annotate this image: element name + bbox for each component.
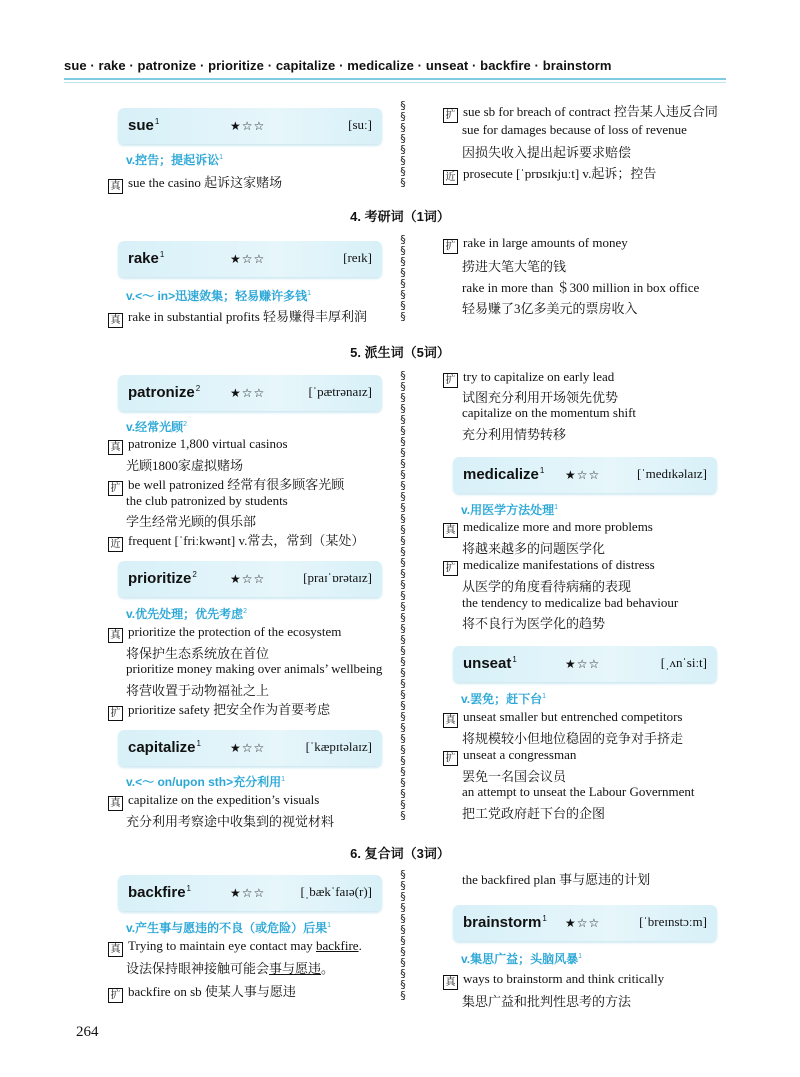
translation: 设法保持眼神接触可能会事与愿违。 bbox=[126, 961, 335, 976]
kuo-tag: 扩 bbox=[443, 561, 458, 576]
zhen-tag: 真 bbox=[443, 523, 458, 538]
translation: 将不良行为医学化的趋势 bbox=[462, 616, 606, 631]
translation: 捞进大笔大笔的钱 bbox=[462, 259, 567, 274]
phonetic: [ˌʌnˈsiːt] bbox=[660, 655, 707, 670]
entry-box-patronize bbox=[118, 375, 382, 411]
translation: 将保护生态系统放在首位 bbox=[126, 646, 270, 661]
kuo-tag: 扩 bbox=[108, 481, 123, 496]
headword: patronize$^2$ bbox=[128, 384, 201, 401]
example: 真 rake in substantial profits 轻易赚得丰厚利润 bbox=[108, 306, 367, 328]
definition: v.集思广益；头脑风暴$^1$ bbox=[461, 952, 583, 966]
translation: 充分利用考察途中收集到的视觉材料 bbox=[126, 814, 335, 829]
difficulty-stars: ★☆☆ bbox=[565, 468, 601, 482]
section-heading: 4. 考研词（1词） bbox=[350, 209, 450, 224]
column-separator: § § § § § § § § bbox=[400, 234, 406, 323]
translation: 轻易赚了3亿多美元的票房收入 bbox=[462, 301, 638, 316]
related-phrase: 扩 try to capitalize on early lead bbox=[443, 369, 614, 388]
example: 真 capitalize on the expedition’s visuals bbox=[108, 792, 319, 811]
zhen-tag: 真 bbox=[108, 796, 123, 811]
phonetic: [ˈpætrənaɪz] bbox=[308, 384, 372, 399]
translation: 将越来越多的问题医学化 bbox=[462, 541, 606, 556]
column-separator: § § § § § § § § § § § § bbox=[400, 869, 406, 1002]
definition: v.用医学方法处理$^1$ bbox=[461, 503, 559, 517]
related-phrase: the backfired plan 事与愿违的计划 bbox=[462, 872, 651, 887]
related-phrase: 扩 prioritize safety 把安全作为首要考虑 bbox=[108, 699, 330, 721]
headword: brainstorm$^1$ bbox=[463, 914, 547, 931]
translation: 将营收置于动物福祉之上 bbox=[126, 683, 270, 698]
example: prioritize money making over animals’ wellbeing bbox=[126, 661, 383, 676]
entry-box-brainstorm bbox=[453, 905, 717, 941]
entry-box-sue bbox=[118, 108, 382, 144]
translation: 因损失收入提出起诉要求赔偿 bbox=[462, 145, 632, 160]
difficulty-stars: ★☆☆ bbox=[565, 916, 601, 930]
related-phrase: 扩 backfire on sb 使某人事与愿违 bbox=[108, 981, 296, 1003]
headword: medicalize$^1$ bbox=[463, 466, 545, 483]
entry-box-unseat bbox=[453, 646, 717, 682]
phonetic: [ˈkæpɪtəlaɪz] bbox=[305, 739, 372, 754]
difficulty-stars: ★☆☆ bbox=[230, 572, 266, 586]
translation: 将规模较小但地位稳固的竞争对手挤走 bbox=[462, 731, 684, 746]
kuo-tag: 扩 bbox=[443, 239, 458, 254]
difficulty-stars: ★☆☆ bbox=[230, 741, 266, 755]
definition: v.<～ on/upon sth>充分利用$^1$ bbox=[126, 775, 286, 789]
example: 真 prioritize the protection of the ecosystem bbox=[108, 624, 341, 643]
difficulty-stars: ★☆☆ bbox=[230, 386, 266, 400]
kuo-tag: 扩 bbox=[443, 751, 458, 766]
translation: 充分利用情势转移 bbox=[462, 427, 567, 442]
difficulty-stars: ★☆☆ bbox=[230, 119, 266, 133]
example: 真 Trying to maintain eye contact may backfire. bbox=[108, 938, 362, 957]
headword: rake$^1$ bbox=[128, 250, 165, 267]
headword: sue$^1$ bbox=[128, 117, 160, 134]
phonetic: [suː] bbox=[348, 117, 372, 132]
example: 真 sue the casino 起诉这家赌场 bbox=[108, 172, 282, 194]
entry-box-capitalize bbox=[118, 730, 382, 766]
difficulty-stars: ★☆☆ bbox=[230, 886, 266, 900]
translation: 试图充分利用开场领先优势 bbox=[462, 390, 619, 405]
definition: v.经常光顾$^2$ bbox=[126, 420, 188, 434]
entry-box-rake bbox=[118, 241, 382, 277]
related-phrase: 扩 unseat a congressman bbox=[443, 747, 576, 766]
kuo-tag: 扩 bbox=[108, 988, 123, 1003]
related-phrase: an attempt to unseat the Labour Government bbox=[462, 784, 695, 799]
related-phrase: capitalize on the momentum shift bbox=[462, 405, 637, 420]
related-phrase: 扩 medicalize manifestations of distress bbox=[443, 557, 655, 576]
definition: v.产生事与愿违的不良（或危险）后果$^1$ bbox=[126, 921, 332, 935]
translation: 集思广益和批判性思考的方法 bbox=[462, 994, 632, 1009]
zhen-tag: 真 bbox=[108, 942, 123, 957]
translation: 学生经常光顾的俱乐部 bbox=[126, 514, 257, 529]
kuo-tag: 扩 bbox=[443, 108, 458, 123]
definition: v.控告；提起诉讼$^1$ bbox=[126, 153, 224, 167]
synonym: 近 frequent [ˈfriːkwənt] v.常去，常到（某处） bbox=[108, 530, 364, 552]
zhen-tag: 真 bbox=[108, 313, 123, 328]
translation: 把工党政府赶下台的企图 bbox=[462, 806, 606, 821]
related-phrase: the tendency to medicalize bad behaviour bbox=[462, 595, 679, 610]
translation: 从医学的角度看待病痛的表现 bbox=[462, 579, 632, 594]
section-heading: 6. 复合词（3词） bbox=[350, 846, 450, 861]
phonetic: [ˈbreɪnstɔːm] bbox=[639, 914, 707, 929]
entry-box-backfire bbox=[118, 875, 382, 911]
headword: backfire$^1$ bbox=[128, 884, 191, 901]
column-separator: § § § § § § § § bbox=[400, 100, 406, 189]
section-heading: 5. 派生词（5词） bbox=[350, 345, 450, 360]
phonetic: [ˌbækˈfaɪə(r)] bbox=[300, 884, 372, 899]
definition: v.罢免；赶下台$^1$ bbox=[461, 692, 547, 706]
example: 真 medicalize more and more problems bbox=[443, 519, 653, 538]
page-number: 264 bbox=[76, 1024, 99, 1040]
phonetic: [reɪk] bbox=[343, 250, 372, 265]
jin-tag: 近 bbox=[108, 537, 123, 552]
example: 真 patronize 1,800 virtual casinos bbox=[108, 436, 288, 455]
zhen-tag: 真 bbox=[108, 628, 123, 643]
zhen-tag: 真 bbox=[443, 975, 458, 990]
difficulty-stars: ★☆☆ bbox=[565, 657, 601, 671]
definition: v.优先处理；优先考虑$^2$ bbox=[126, 607, 248, 621]
example: 真 unseat smaller but entrenched competitors bbox=[443, 709, 682, 728]
header-rule bbox=[64, 78, 726, 80]
translation: 光顾1800家虚拟赌场 bbox=[126, 458, 244, 473]
zhen-tag: 真 bbox=[108, 440, 123, 455]
jin-tag: 近 bbox=[443, 170, 458, 185]
page-header: sue · rake · patronize · prioritize · capitalize · medicalize · unseat · backfire · brainstorm bbox=[64, 58, 612, 73]
entry-box-medicalize bbox=[453, 457, 717, 493]
related-phrase: sue for damages because of loss of revenue bbox=[462, 122, 687, 137]
example: 真 ways to brainstorm and think critically bbox=[443, 971, 664, 990]
definition: v.<～ in>迅速敛集；轻易赚许多钱$^1$ bbox=[126, 289, 312, 303]
headword: capitalize$^1$ bbox=[128, 739, 201, 756]
synonym: 近 prosecute [ˈprɒsɪkjuːt] v.起诉；控告 bbox=[443, 163, 656, 185]
phonetic: [ˈmedɪkəlaɪz] bbox=[636, 466, 707, 481]
kuo-tag: 扩 bbox=[443, 373, 458, 388]
related-phrase: 扩 sue sb for breach of contract 控告某人违反合同 bbox=[443, 101, 718, 123]
headword: unseat$^1$ bbox=[463, 655, 517, 672]
translation: 罢免一名国会议员 bbox=[462, 769, 567, 784]
kuo-tag: 扩 bbox=[108, 706, 123, 721]
related-phrase: 扩 be well patronized 经常有很多顾客光顾 bbox=[108, 474, 344, 496]
phonetic: [praɪˈɒrətaɪz] bbox=[303, 570, 372, 585]
related-phrase: 扩 rake in large amounts of money bbox=[443, 235, 628, 254]
related-phrase: rake in more than ＄300 million in box office bbox=[462, 280, 700, 295]
headword: prioritize$^2$ bbox=[128, 570, 197, 587]
column-separator: § § § § § § § § § § § § § § § § § § § § § § § § § § § § § § § § § § § § § § § § § bbox=[400, 370, 406, 822]
difficulty-stars: ★☆☆ bbox=[230, 252, 266, 266]
header-rule-thin bbox=[64, 82, 726, 83]
zhen-tag: 真 bbox=[108, 179, 123, 194]
related-phrase: the club patronized by students bbox=[126, 493, 288, 508]
zhen-tag: 真 bbox=[443, 713, 458, 728]
entry-box-prioritize bbox=[118, 561, 382, 597]
